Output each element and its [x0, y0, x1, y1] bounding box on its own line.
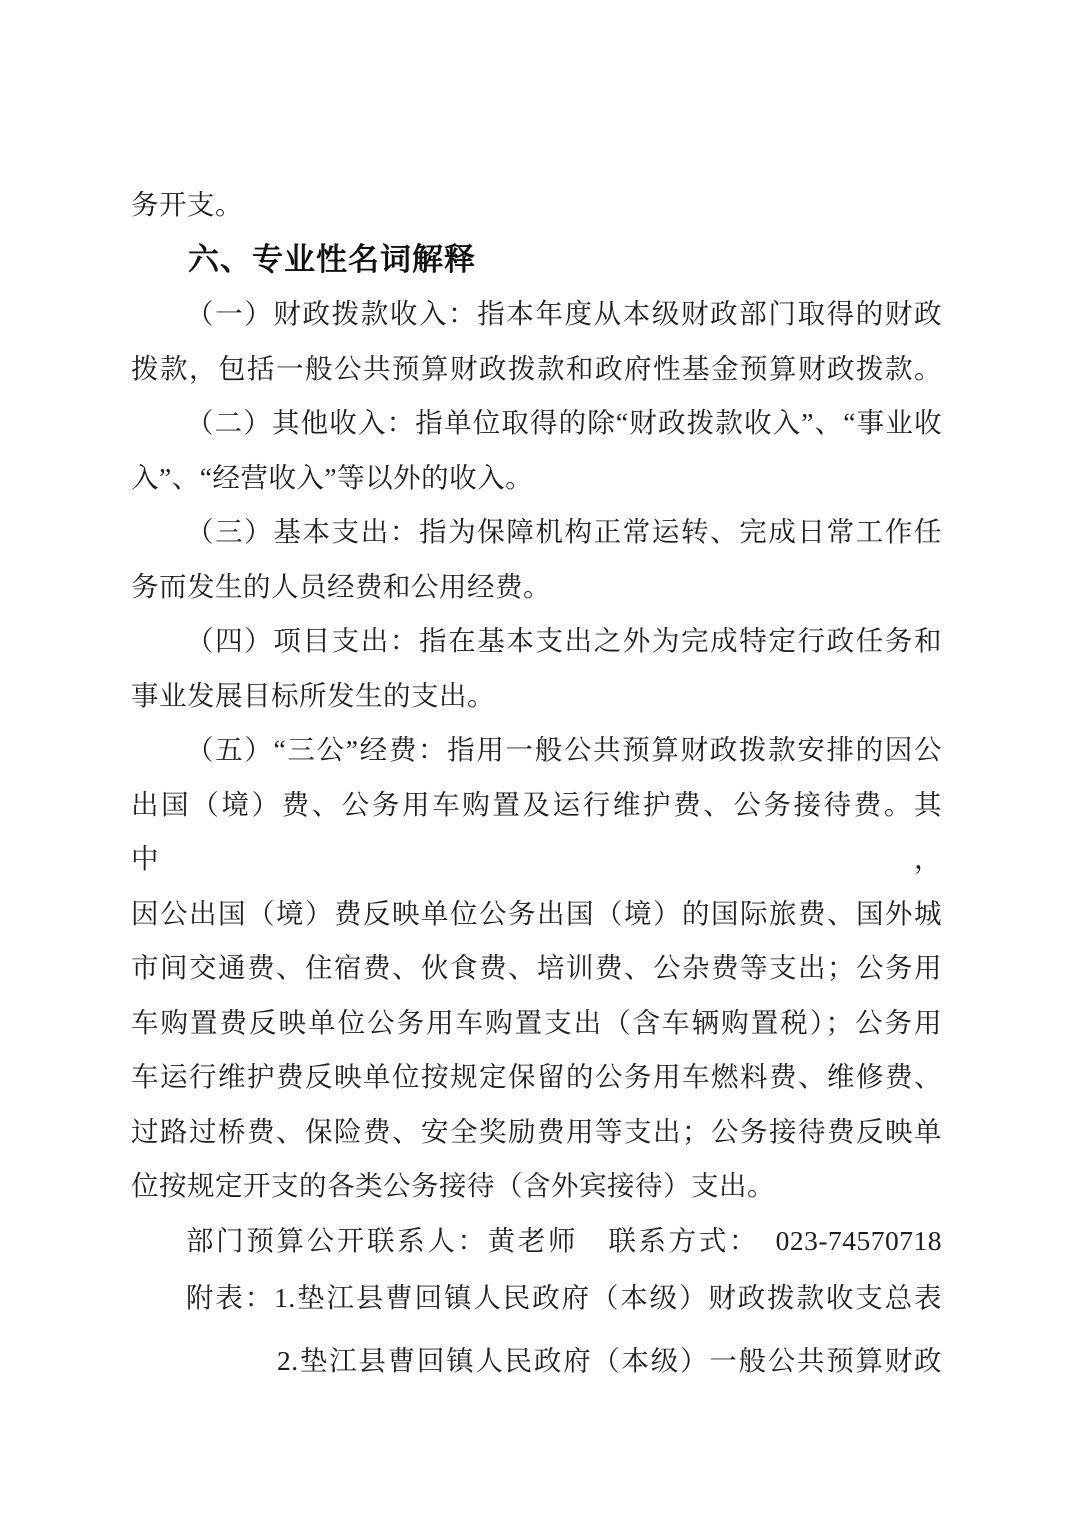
body-line: 车运行维护费反映单位按规定保留的公务用车燃料费、维修费、 [131, 1061, 942, 1092]
body-line: 出国（境）费、公务用车购置及运行维护费、公务接待费。其中， [131, 788, 942, 874]
body-line: 拨款，包括一般公共预算财政拨款和政府性基金预算财政拨款。 [131, 352, 942, 384]
attachment-line-1: 附表：1.垫江县曹回镇人民政府（本级）财政拨款收支总表 [186, 1282, 942, 1313]
body-line: （五）“三公”经费：指用一般公共预算财政拨款安排的因公 [186, 734, 942, 765]
body-line: 市间交通费、住宿费、伙食费、培训费、公杂费等支出；公务用 [131, 952, 942, 983]
body-line: 车购置费反映单位公务用车购置支出（含车辆购置税）；公务用 [131, 1006, 942, 1038]
text-block [131, 178, 942, 1388]
section-heading: 六、专业性名词解释 [188, 241, 476, 277]
body-line: 位按规定开支的各类公务接待（含外宾接待）支出。 [131, 1170, 775, 1201]
attachment-line-2: 2.垫江县曹回镇人民政府（本级）一般公共预算财政 [277, 1344, 942, 1376]
body-line: 过路过桥费、保险费、安全奖励费用等支出；公务接待费反映单 [131, 1115, 942, 1147]
body-line: 事业发展目标所发生的支出。 [131, 679, 495, 711]
body-line: （二）其他收入：指单位取得的除“财政拨款收入”、“事业收 [186, 407, 942, 438]
body-line: 入”、“经营收入”等以外的收入。 [131, 461, 534, 493]
body-line: 务开支。 [131, 189, 243, 220]
contact-line: 部门预算公开联系人：黄老师 联系方式： 023-74570718 [186, 1224, 942, 1256]
body-line: （四）项目支出：指在基本支出之外为完成特定行政任务和 [186, 625, 942, 656]
body-line: 务而发生的人员经费和公用经费。 [131, 570, 551, 602]
body-line: 因公出国（境）费反映单位公务出国（境）的国际旅费、国外城 [131, 897, 942, 929]
body-line: （一）财政拨款收入：指本年度从本级财政部门取得的财政 [186, 298, 942, 329]
body-line: （三）基本支出：指为保障机构正常运转、完成日常工作任 [186, 516, 942, 547]
